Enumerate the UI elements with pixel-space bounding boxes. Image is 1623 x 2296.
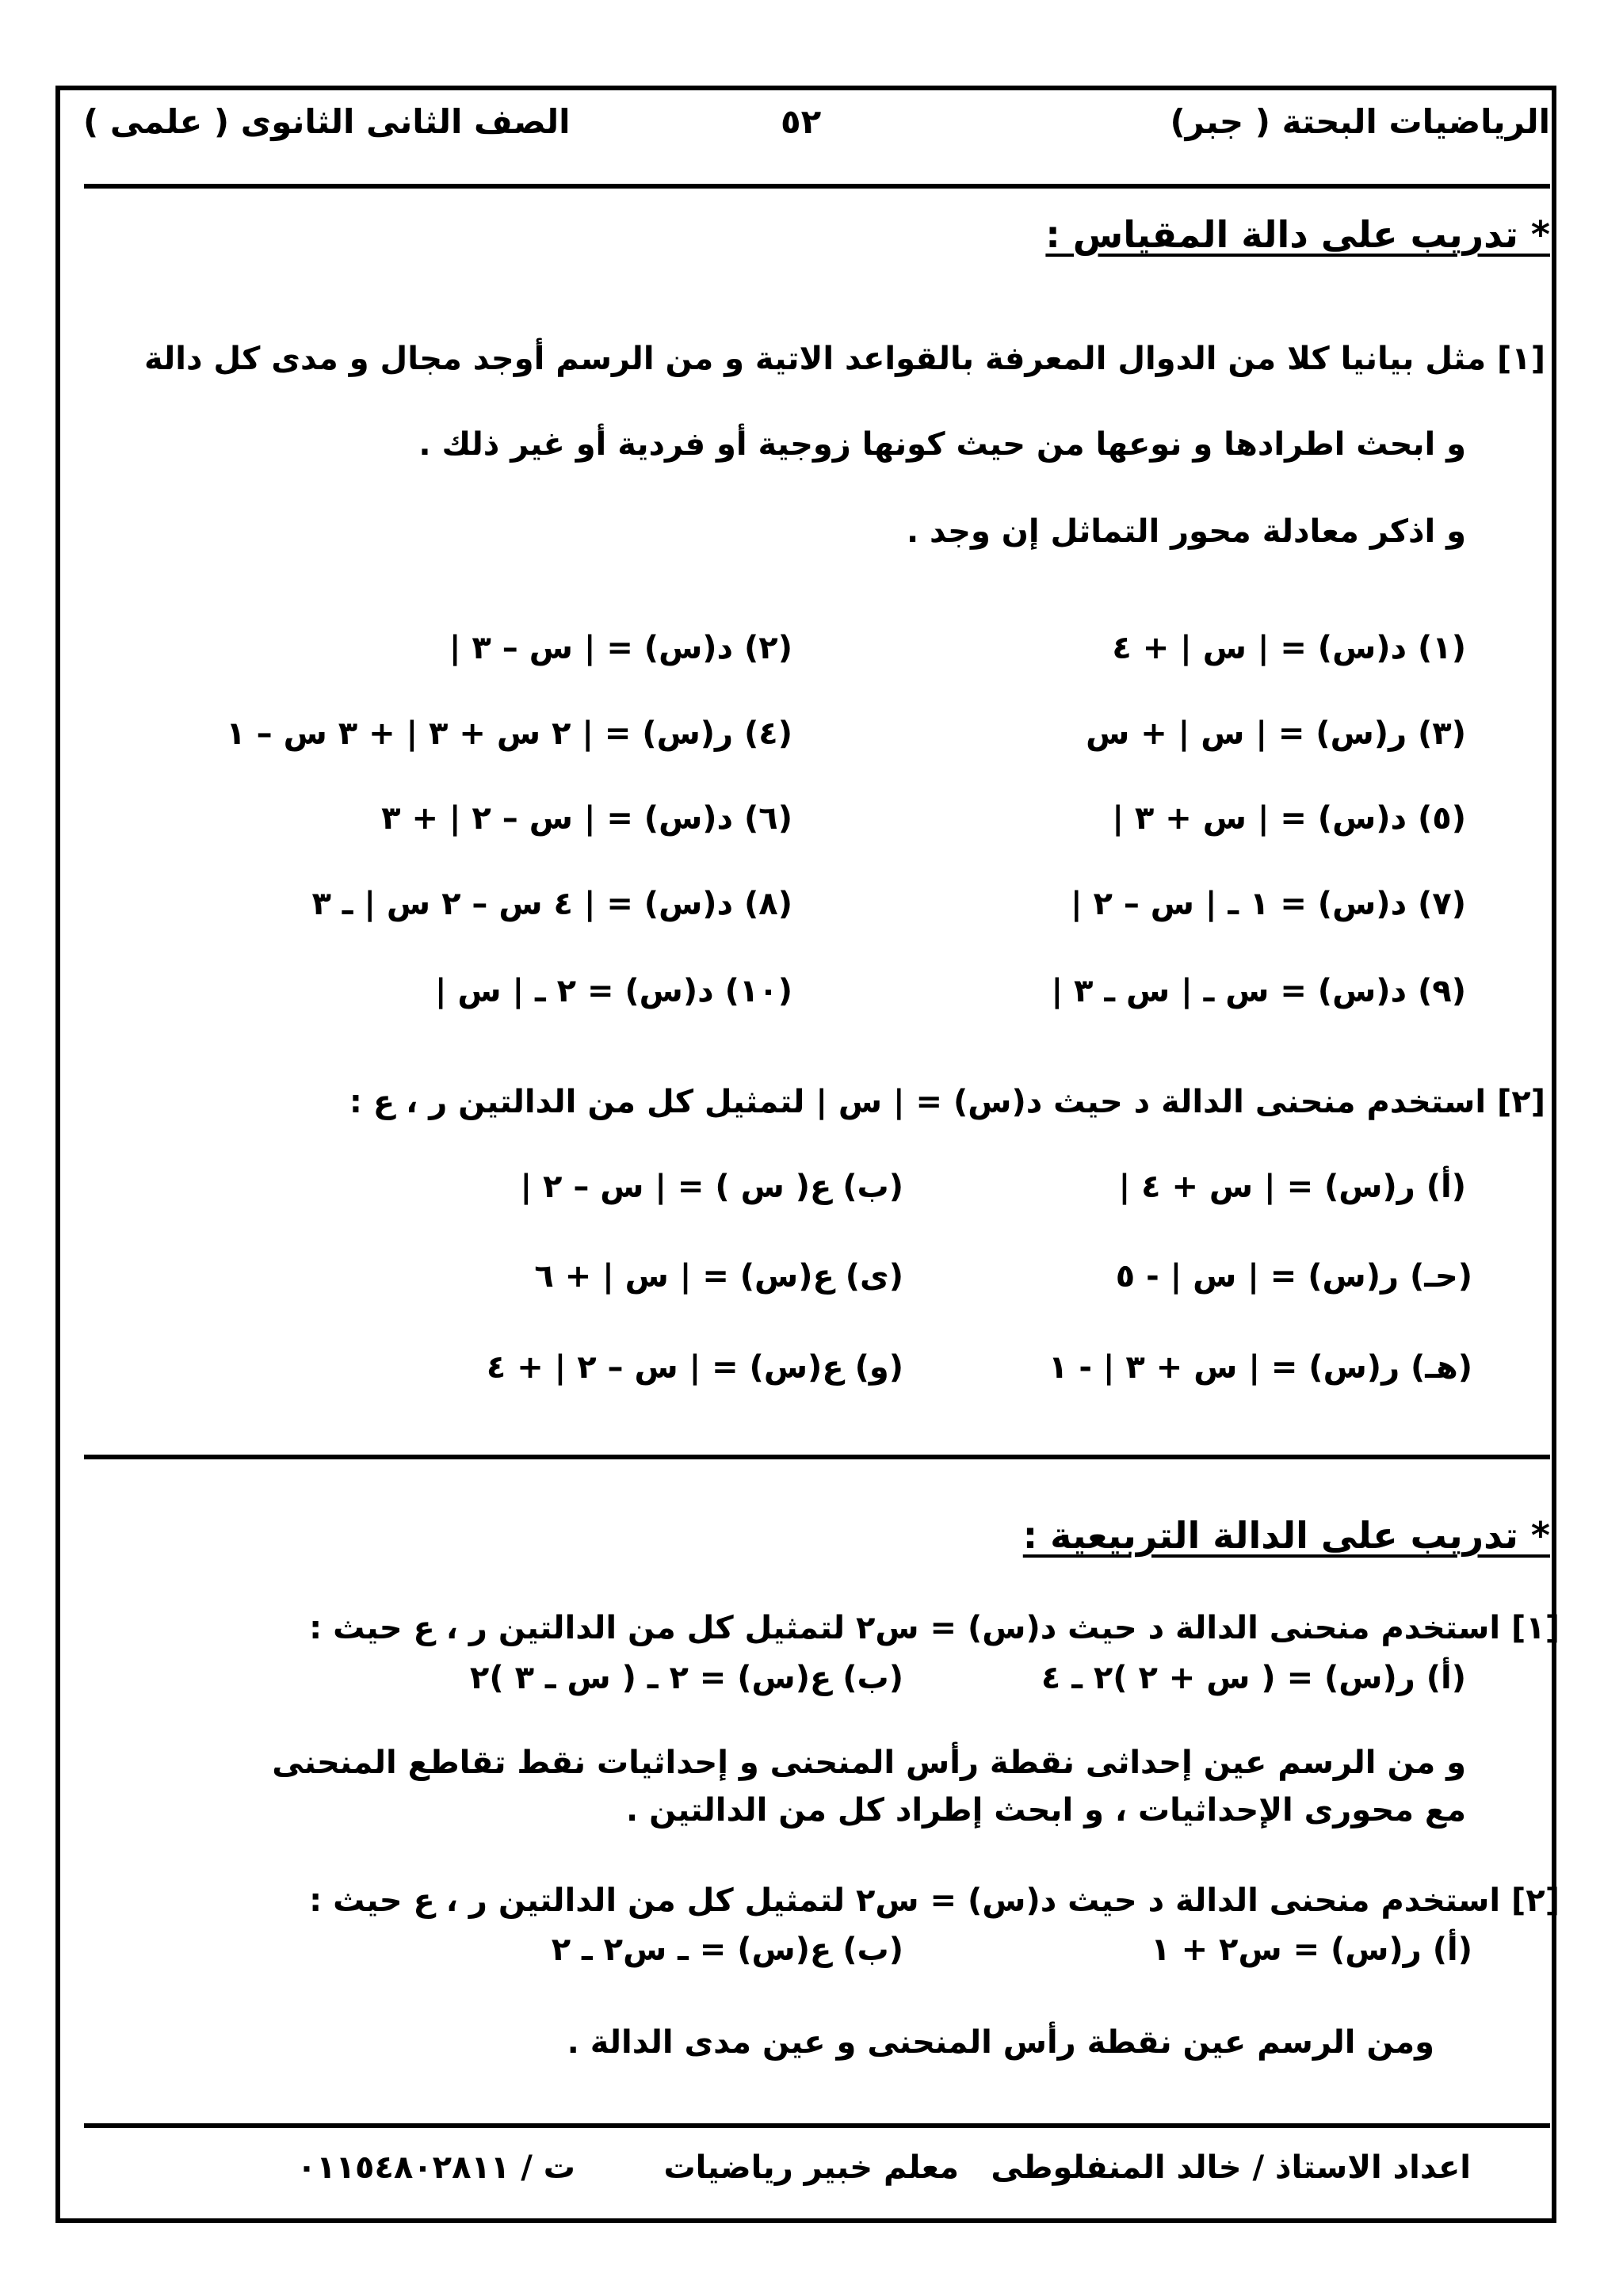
header-divider bbox=[84, 184, 1550, 189]
q1-item-8: (٨) د(س) = | ٤ س – ٢ س | ـ ٣ bbox=[311, 886, 792, 922]
q1-line2: و ابحث اطرادها و نوعها من حيث كونها زوجية أو فردية أو غير ذلك . bbox=[418, 426, 1466, 463]
quad-q1-line2: و من الرسم عين إحداثى نقطة رأس المنحنى و إحداثيات نقط تقاطع المنحنى bbox=[272, 1745, 1466, 1781]
quad-q1-item-b: (ب) ع(س) = ٢ ـ ( س ـ ٣ )٢ bbox=[469, 1660, 903, 1696]
quad-q1-line3: مع محورى الإحداثيات ، و ابحث إطراد كل من الدالتين . bbox=[625, 1792, 1466, 1829]
q2-line1: [٢] استخدم منحنى الدالة د حيث د(س) = | س | لتمثيل كل من الدالتين ر ، ع : bbox=[349, 1084, 1545, 1120]
footer-phone: ت / ٠١١٥٤٨٠٢٨١١ bbox=[296, 2149, 575, 2186]
page-number: ٥٢ bbox=[781, 102, 822, 141]
quad-q2-line1: [٢] استخدم منحنى الدالة د حيث د(س) = س٢ لتمثيل كل من الدالتين ر ، ع حيث : bbox=[309, 1882, 1560, 1919]
quad-q1-item-a: (أ) ر(س) = ( س + ٢ )٢ ـ ٤ bbox=[1041, 1660, 1466, 1696]
section-title-quadratic: * تدريب على الدالة التربيعية : bbox=[1022, 1514, 1550, 1557]
q1-item-3: (٣) ر(س) = | س | + س bbox=[1086, 715, 1466, 752]
q2-item-d: (ى) ع(س) = | س | + ٦ bbox=[534, 1258, 903, 1295]
footer-role: معلم خبير رياضيات bbox=[663, 2149, 959, 2186]
q2-item-c: (حـ) ر(س) = | س | - ٥ bbox=[1115, 1258, 1472, 1295]
q2-item-f: (و) ع(س) = | س – ٢ | + ٤ bbox=[486, 1349, 903, 1386]
q2-item-a: (أ) ر(س) = | س + ٤ | bbox=[1118, 1169, 1466, 1205]
q2-item-b: (ب) ع( س ) = | س – ٢ | bbox=[520, 1169, 903, 1205]
q1-item-10: (١٠) د(س) = ٢ ـ | س | bbox=[434, 973, 792, 1009]
footer-divider bbox=[84, 2123, 1550, 2128]
q1-line1: [١] مثل بيانيا كلا من الدوال المعرفة بالقواعد الاتية و من الرسم أوجد مجال و مدى كل دالة bbox=[143, 341, 1545, 377]
quad-q2-line2: ومن الرسم عين نقطة رأس المنحنى و عين مدى الدالة . bbox=[567, 2024, 1434, 2061]
q2-item-e: (هـ) ر(س) = | س + ٣ | - ١ bbox=[1048, 1349, 1472, 1386]
quad-q2-item-a: (أ) ر(س) = س٢ + ١ bbox=[1151, 1932, 1472, 1968]
quad-q1-line1: [١] استخدم منحنى الدالة د حيث د(س) = س٢ لتمثيل كل من الدالتين ر ، ع حيث : bbox=[309, 1610, 1560, 1646]
q1-item-7: (٧) د(س) = ١ ـ | س – ٢ | bbox=[1070, 886, 1466, 922]
q1-line3: و اذكر معادلة محور التماثل إن وجد . bbox=[906, 513, 1466, 550]
q1-item-9: (٩) د(س) = س ـ | س ـ ٣ | bbox=[1051, 973, 1466, 1009]
section-divider bbox=[84, 1455, 1550, 1459]
quad-q2-item-b: (ب) ع(س) = ـ س٢ ـ ٢ bbox=[551, 1932, 903, 1968]
q1-item-6: (٦) د(س) = | س – ٢ | + ٣ bbox=[381, 800, 792, 837]
footer-author: اعداد الاستاذ / خالد المنفلوطى bbox=[991, 2149, 1471, 2186]
q1-item-4: (٤) ر(س) = | ٢ س + ٣ | + ٣ س – ١ bbox=[226, 715, 792, 752]
section-title-absolute: * تدريب على دالة المقياس : bbox=[1045, 213, 1550, 256]
q1-item-1: (١) د(س) = | س | + ٤ bbox=[1112, 630, 1466, 666]
header-subject: الرياضيات البحتة ( جبر) bbox=[1170, 102, 1550, 141]
q1-item-2: (٢) د(س) = | س – ٣ | bbox=[449, 630, 792, 666]
q1-item-5: (٥) د(س) = | س + ٣ | bbox=[1112, 800, 1466, 837]
header-grade: الصف الثانى الثانوى ( علمى ) bbox=[83, 102, 571, 141]
